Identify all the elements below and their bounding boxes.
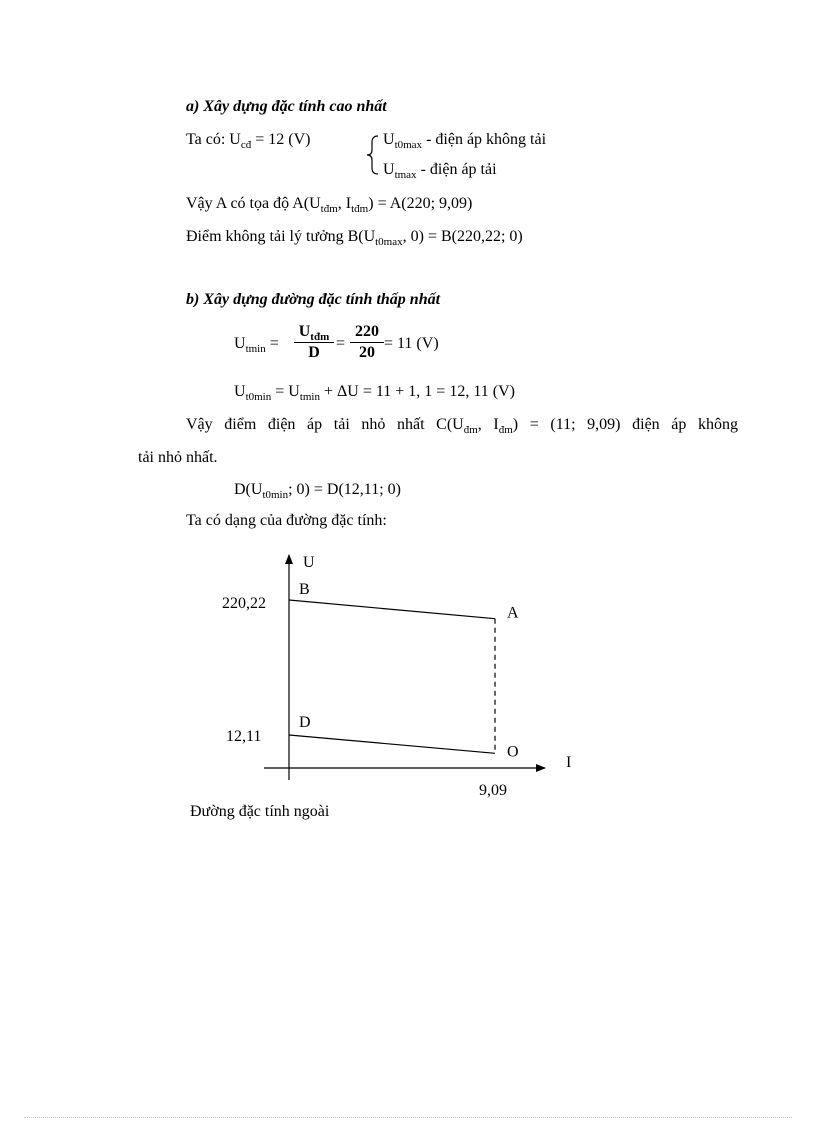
fraction-220-over-20: 220 20 bbox=[350, 322, 384, 363]
eq1-equals: = bbox=[336, 335, 346, 352]
section-b-heading: b) Xây dựng đường đặc tính thấp nhất bbox=[186, 291, 441, 308]
paragraph-point-c-cont: tải nhỏ nhất. bbox=[138, 449, 218, 466]
line-point-a: Vậy A có tọa độ $A(U_{tđm}$, $I_{tđm}) = A(220$; 9,09) bbox=[186, 195, 473, 216]
fraction-utdm-over-d: $U_{tđm}$ D bbox=[294, 322, 334, 363]
eq1-result: = 11 (V) bbox=[384, 335, 439, 352]
point-label-b: B bbox=[299, 581, 310, 598]
xtick-label: 9,09 bbox=[479, 782, 507, 799]
series-line-do bbox=[289, 735, 495, 753]
y-axis-label: U bbox=[303, 554, 315, 571]
line-ucd: Ta có: $U_{cđ} = 12$ (V) bbox=[186, 131, 311, 152]
point-label-d: D bbox=[299, 714, 311, 731]
ytick-label-low: 12,11 bbox=[226, 728, 262, 745]
chart-intro: Ta có dạng của đường đặc tính: bbox=[186, 512, 387, 529]
eq1-lhs: $U_{tmin}$ = bbox=[234, 335, 279, 356]
series-line-ba bbox=[289, 600, 495, 619]
x-axis-label: I bbox=[566, 754, 572, 771]
section-a-heading: a) Xây dựng đặc tính cao nhất bbox=[186, 98, 387, 115]
point-label-o: O bbox=[507, 743, 519, 761]
ytick-label-high: 220,22 bbox=[222, 595, 266, 612]
chart-caption: Đường đặc tính ngoài bbox=[190, 803, 330, 820]
line-point-d: $D(U_{t0min}$; 0) = D(12,11; 0) bbox=[234, 481, 401, 502]
brace-item-u-t0max: $U_{t0max}$ - điện áp không tải bbox=[383, 131, 547, 152]
page-bottom-rule bbox=[24, 1117, 792, 1118]
paragraph-point-c: Vậy điểm điện áp tải nhỏ nhất $C(U_{đm}$, $I_{đm}) = (11$; 9,09) điện áp không bbox=[186, 416, 739, 437]
point-label-a: A bbox=[507, 604, 519, 622]
brace-item-u-tmax: $U_{tmax}$ - điện áp tải bbox=[383, 161, 497, 182]
eq2-ut0min: $U_{t0min} = U_{tmin} + \Delta U = 11 + 1$, 1 = 12, 11 (V) bbox=[234, 383, 515, 404]
line-point-b: Điểm không tải lý tưởng $B(U_{t0max}$, 0) = B(220,22; 0) bbox=[186, 228, 523, 249]
